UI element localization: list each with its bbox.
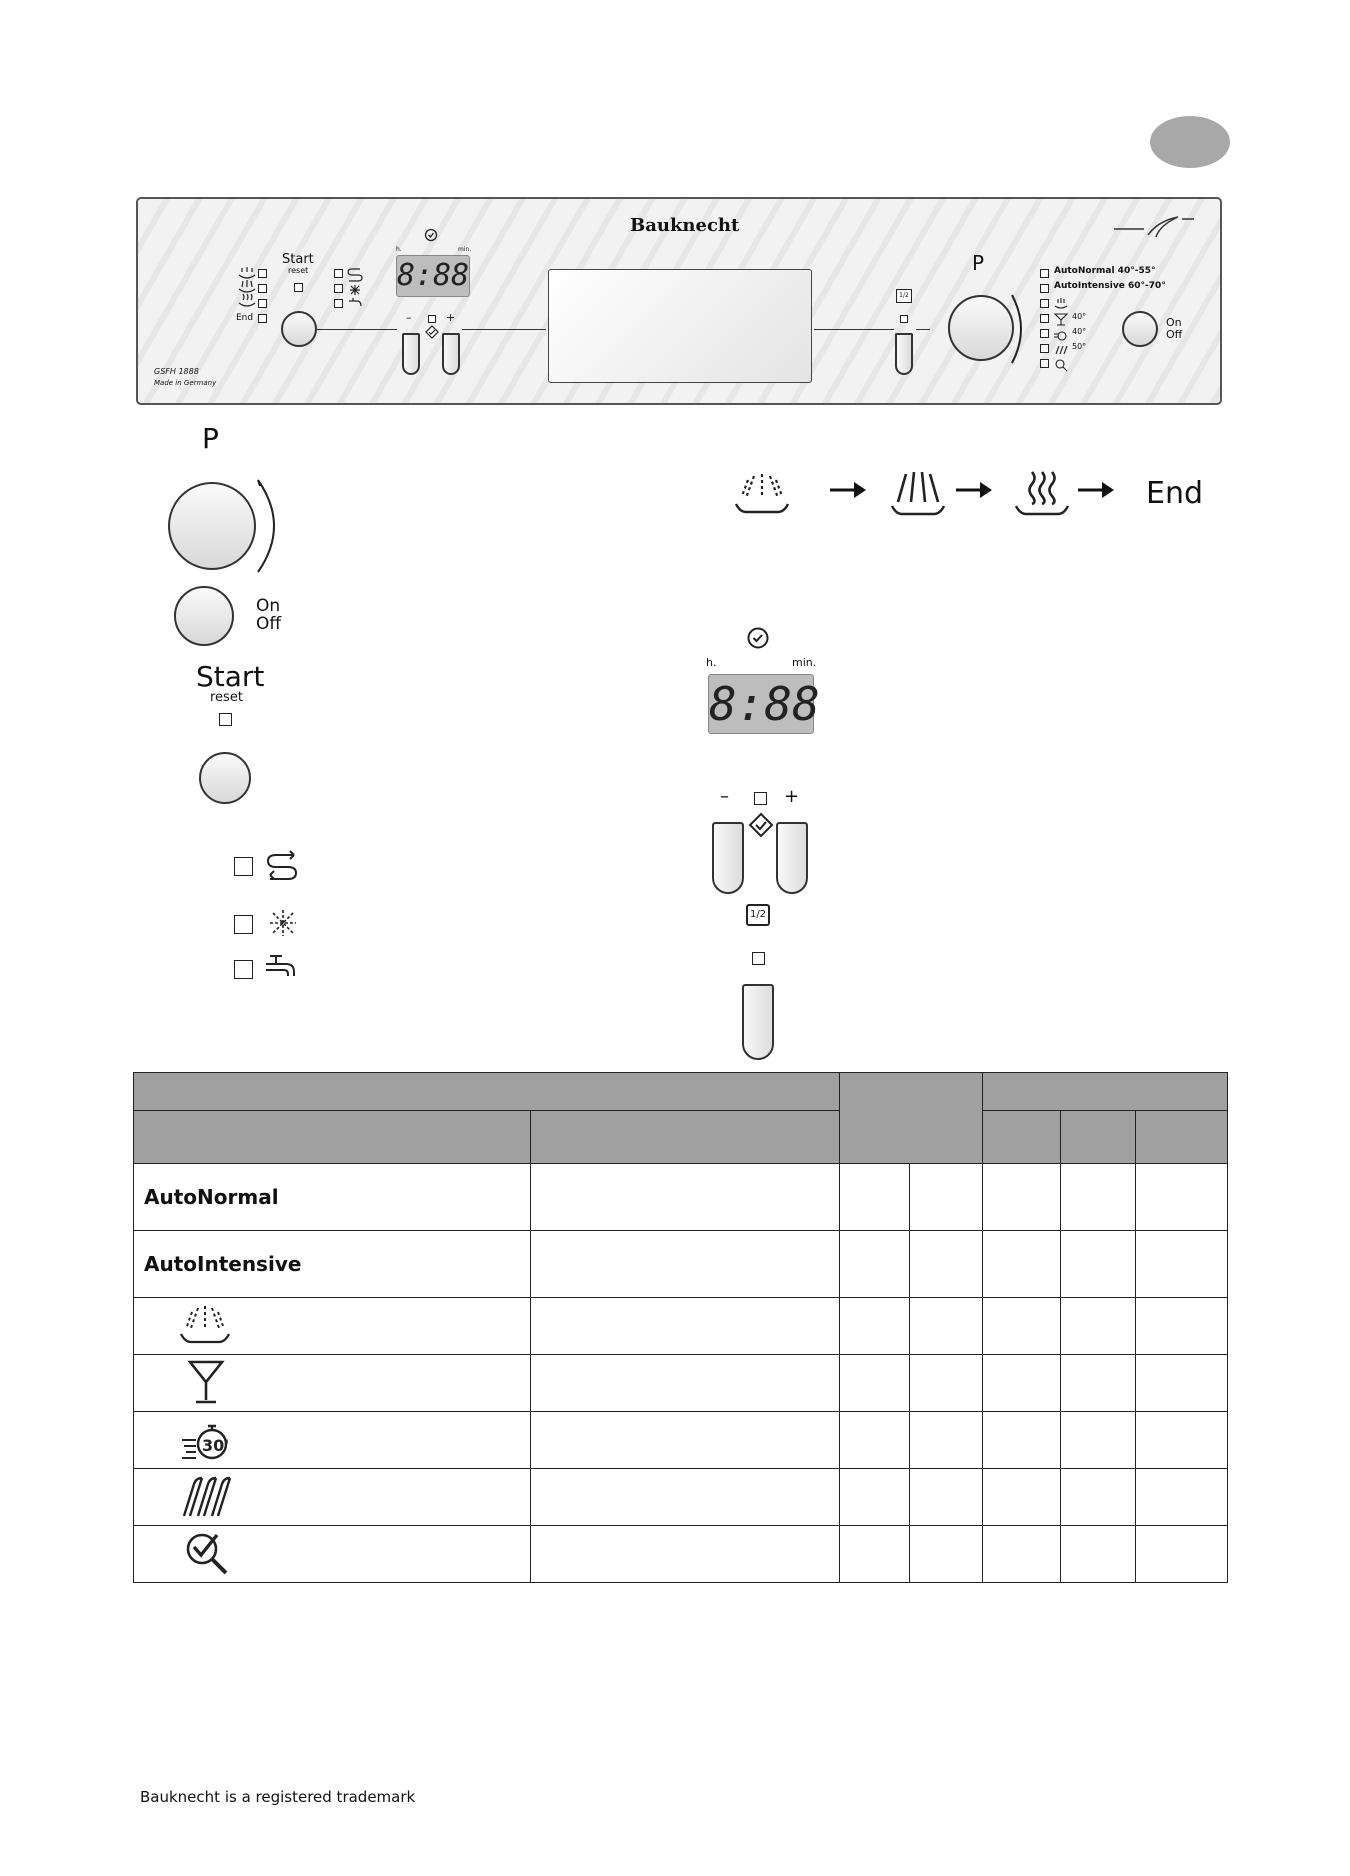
prog-led-quick — [1040, 329, 1049, 338]
plates-icon — [176, 1472, 240, 1522]
prog-led-autointensive — [1040, 284, 1049, 293]
table-row — [134, 1412, 1228, 1469]
detail-on-label: On — [256, 596, 281, 616]
detail-half-load-button[interactable] — [742, 984, 774, 1060]
prog-led-autonormal — [1040, 269, 1049, 278]
detail-option-led-2 — [234, 915, 253, 934]
detail-option-led-1 — [234, 857, 253, 876]
plus-label: + — [446, 311, 456, 324]
hours-label: h. — [396, 246, 402, 253]
quick-30-icon — [180, 1416, 244, 1464]
phase-led-2 — [258, 284, 267, 293]
temp-plates: 50° — [1072, 342, 1087, 351]
arrow-icon — [826, 480, 870, 500]
table-subheader-program — [134, 1111, 531, 1164]
prog-led-prewash — [1040, 299, 1049, 308]
confirm-icon — [425, 325, 439, 339]
control-panel — [136, 197, 1222, 405]
language-tab — [1150, 116, 1230, 168]
detail-start-button[interactable] — [199, 752, 251, 804]
table-header-consumption — [983, 1073, 1228, 1111]
panel-line — [916, 329, 930, 330]
prog-autointensive: AutoIntensive 60°-70° — [1054, 281, 1166, 291]
temp-quick: 40° — [1072, 327, 1087, 336]
row-icon-cell — [134, 1469, 531, 1526]
prog-led-glass — [1040, 314, 1049, 323]
made-in-label: Made in Germany — [154, 379, 217, 387]
program-table — [133, 1072, 1228, 1583]
detail-prewash-icon — [730, 470, 794, 520]
detail-minutes-label: min. — [792, 656, 817, 669]
minus-button[interactable] — [402, 333, 420, 375]
detail-option-icon-3 — [264, 952, 300, 980]
plus-button[interactable] — [442, 333, 460, 375]
prog-autonormal: AutoNormal 40°-55° — [1054, 266, 1156, 276]
brand-logo: Bauknecht — [630, 215, 740, 236]
option-led-2 — [334, 284, 343, 293]
detail-minus-button[interactable] — [712, 822, 744, 894]
detail-reset-label: reset — [210, 690, 243, 705]
detail-minus-label: – — [720, 786, 729, 807]
arrow-icon — [952, 480, 996, 500]
rotate-arc-icon — [1008, 291, 1032, 367]
model-number: GSFH 1888 — [154, 367, 199, 376]
trademark-note: Bauknecht is a registered trademark — [140, 1788, 416, 1806]
table-row — [134, 1298, 1228, 1355]
table-row — [134, 1526, 1228, 1583]
power-button[interactable] — [1122, 311, 1158, 347]
detail-start-led — [219, 713, 232, 726]
half-load-icon: 1/2 — [896, 289, 912, 303]
detail-time-display: 8:88 — [708, 674, 814, 734]
detail-delay-led — [754, 792, 767, 805]
table-row — [134, 1231, 1228, 1298]
detail-rotate-arc-icon — [250, 476, 290, 576]
svg-text:30': 30' — [202, 1436, 230, 1455]
program-label: P — [972, 251, 985, 275]
start-button[interactable] — [281, 311, 317, 347]
prog-led-plates — [1040, 344, 1049, 353]
program-icons — [1052, 296, 1070, 372]
table-row — [134, 1355, 1228, 1412]
phase-led-end — [258, 314, 267, 323]
detail-plus-label: + — [784, 786, 800, 807]
table-row — [134, 1469, 1228, 1526]
half-load-led — [900, 315, 908, 323]
delay-led — [428, 315, 436, 323]
detail-half-load-icon: 1/2 — [746, 904, 770, 926]
table-subheader-c1 — [983, 1111, 1061, 1164]
time-display: 8:88 — [396, 255, 470, 297]
end-indicator-label: End — [236, 313, 254, 323]
table-subheader-c2 — [1061, 1111, 1136, 1164]
panel-line — [462, 329, 546, 330]
detail-wash-icon — [886, 468, 950, 522]
on-label: On — [1166, 316, 1182, 329]
minus-label: – — [406, 311, 412, 324]
table-subheader-c3 — [1136, 1111, 1228, 1164]
glass-icon — [186, 1358, 226, 1408]
program-knob[interactable] — [948, 295, 1014, 361]
table-row — [134, 1164, 1228, 1231]
phase-led-3 — [258, 299, 267, 308]
arrow-icon — [1074, 480, 1118, 500]
table-header-mid — [840, 1073, 983, 1164]
clock-icon — [424, 228, 438, 242]
detail-program-knob[interactable] — [168, 482, 256, 570]
panel-line — [814, 329, 894, 330]
row-label-autonormal: AutoNormal — [134, 1164, 531, 1231]
option-icons — [346, 265, 364, 311]
detail-program-label: P — [202, 422, 219, 455]
detail-confirm-icon — [748, 812, 774, 838]
detail-option-icon-2 — [268, 908, 298, 938]
detail-power-button[interactable] — [174, 586, 234, 646]
detail-end-label: End — [1146, 476, 1204, 511]
row-icon-cell — [134, 1412, 531, 1469]
detail-off-label: Off — [256, 614, 282, 634]
option-led-3 — [334, 299, 343, 308]
magnifier-check-icon — [182, 1529, 234, 1579]
phase-led-1 — [258, 269, 267, 278]
half-load-button[interactable] — [895, 333, 913, 375]
panel-line — [317, 329, 397, 330]
start-label: Start — [282, 252, 314, 267]
off-label: Off — [1166, 328, 1183, 341]
detail-plus-button[interactable] — [776, 822, 808, 894]
prewash-spray-icon — [176, 1302, 234, 1350]
minutes-label: min. — [458, 246, 472, 253]
detail-hours-label: h. — [706, 656, 717, 669]
reset-label: reset — [288, 266, 309, 275]
start-led — [294, 283, 303, 292]
table-subheader-description — [531, 1111, 840, 1164]
detail-clock-icon — [746, 626, 770, 650]
detail-start-label: Start — [196, 660, 265, 693]
row-icon-cell — [134, 1355, 531, 1412]
prog-led-check — [1040, 359, 1049, 368]
detail-dry-icon — [1010, 468, 1074, 522]
detail-option-icon-1 — [264, 850, 300, 882]
energy-logo — [1108, 215, 1198, 241]
table-header-programs — [134, 1073, 840, 1111]
option-led-1 — [334, 269, 343, 278]
row-icon-cell — [134, 1298, 531, 1355]
row-label-autointensive: AutoIntensive — [134, 1231, 531, 1298]
temp-glass: 40° — [1072, 312, 1087, 321]
row-icon-cell — [134, 1526, 531, 1583]
detail-half-load-led — [752, 952, 765, 965]
detail-option-led-3 — [234, 960, 253, 979]
center-screen — [548, 269, 812, 383]
